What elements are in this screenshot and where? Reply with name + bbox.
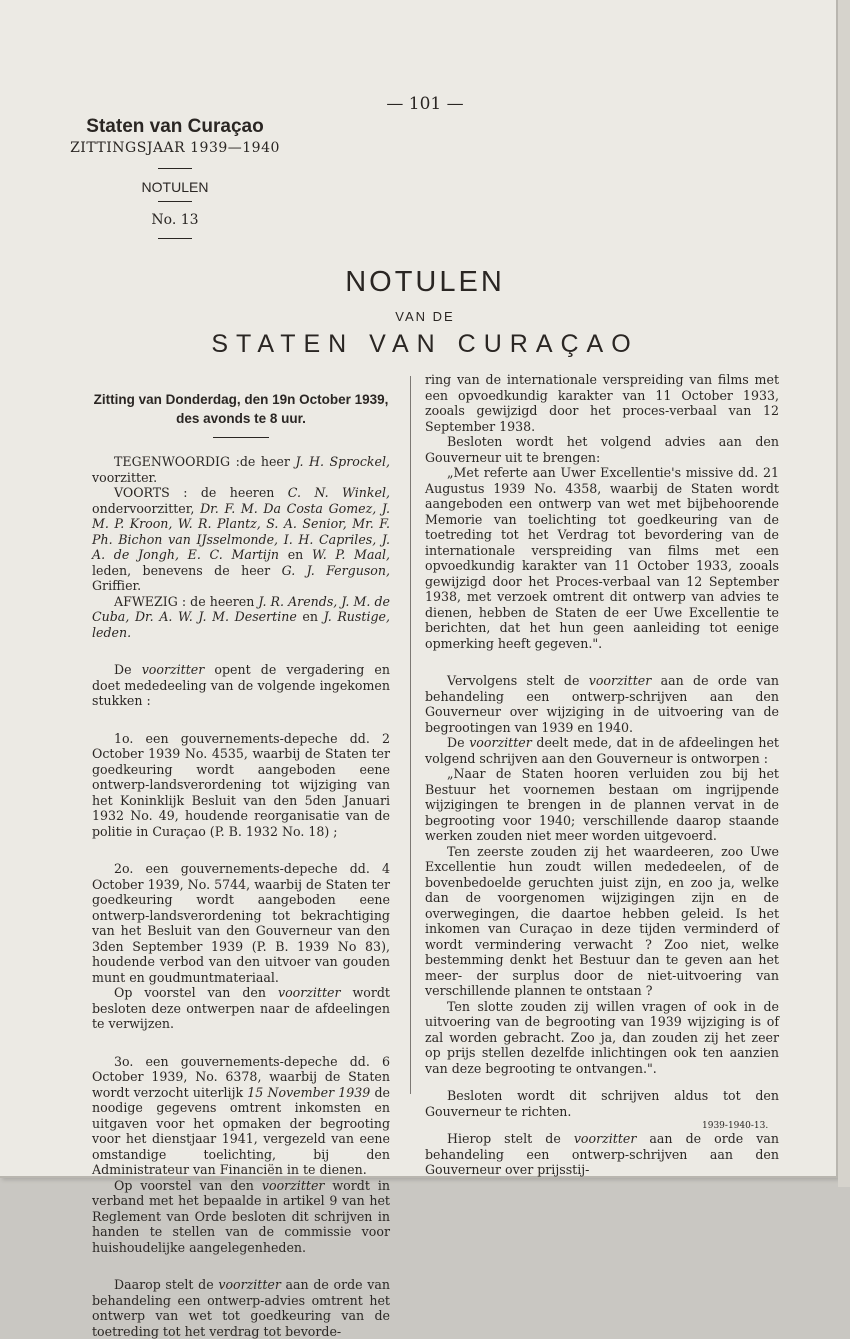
attendance-present: TEGENWOORDIG :de heer J. H. Sprockel, voorzitter. — [92, 454, 390, 485]
session-heading: Zitting van Donderdag, den 19n October 1939, des avonds te 8 uur. — [93, 392, 389, 426]
right-column — [425, 372, 779, 1178]
divider — [158, 201, 192, 202]
attendance-absent: AFWEZIG : de heeren J. R. Arends, J. M. de Cuba, Dr. A. W. J. M. Desertine en J. Rustige, leden. — [92, 593, 390, 640]
body-name: Staten van Curaçao — [86, 116, 264, 137]
page-edge — [838, 0, 850, 1187]
paragraph: ring van de internationale verspreiding van films met een opvoedkundig karakter van 11 October 1933, zooals gewijzigd door het proces-verbaal van 12 September 1938. — [425, 372, 779, 434]
footer-code: 1939-1940-13. — [702, 1121, 769, 1131]
paragraph: Vervolgens stelt de voorzitter aan de orde van behandeling een ontwerp-schrijven aan den Gouverneur over wijziging in de uitvoering van de begrootingen van 1939 en 1940. — [425, 673, 779, 735]
doc-number: No. 13 — [151, 212, 199, 228]
paragraph: Besloten wordt dit schrijven aldus tot den Gouverneur te richten. — [425, 1088, 779, 1119]
list-item: 3o. een gouvernements-depeche dd. 6 October 1939, No. 6378, waarbij de Staten wordt verzocht uiterlijk 15 November 1939 de noodige gegevens omtrent inkomsten en uitgaven voor het opmaken der begrooting voor het dienstjaar 1941, vergezeld van eene omstandige toelichting, bij den Administrateur van Financiën in te dienen. — [92, 1053, 390, 1177]
paragraph: Ten zeerste zouden zij het waardeeren, zoo Uwe Excellentie hun zoudt willen mededeelen, of de bovenbedoelde geruchten juist zijn, en zoo ja, welke dan de voorgenomen wijzigingen zijn en de overwegingen, die daartoe hebben geleid. Is het inkomen van Curaçao in deze tijden verminderd of wordt vermindering verwacht ? Zoo niet, welke bestemming denkt het Bestuur dan te geven aan het meer- der surplus door de niet-uitvoering van verschillende plannen te ontstaan ? — [425, 843, 779, 998]
paragraph: Ten slotte zouden zij willen vragen of ook in de uitvoering van de begrooting van 1939 wijziging is of zal worden gebracht. Zoo ja, dan zouden zij het zeer op prijs stellen dezelfde inlichtingen ook ten aanzien van deze begrooting te ontvangen.". — [425, 998, 779, 1076]
divider — [213, 437, 269, 438]
attendance-also: VOORTS : de heeren C. N. Winkel, ondervoorzitter, Dr. F. M. Da Costa Gomez, J. M. P. Kroon, W. R. Plantz, S. A. Senior, Mr. F. Ph. Bichon van IJsselmonde, I. H. Capriles, J. A. de Jongh, E. C. Martijn en W. P. Maal, leden, benevens de heer G. J. Ferguson, Griffier. — [92, 485, 390, 593]
paragraph: De voorzitter deelt mede, dat in de afdeelingen het volgend schrijven aan den Gouverneur is ontworpen : — [425, 735, 779, 766]
divider — [158, 168, 192, 169]
quoted-letter: „Naar de Staten hooren verluiden zou bij het Bestuur het voornemen bestaan om ingrijpende wijzigingen te brengen in de plannen vervat in de begrooting voor 1940; verschillende daarop staande werken zouden niet meer worden uitgevoerd. — [425, 766, 779, 843]
session-year: ZITTINGSJAAR 1939—1940 — [70, 140, 280, 156]
title-org: STATEN VAN CURAÇAO — [211, 330, 639, 358]
paragraph: Op voorstel van den voorzitter wordt in verband met het bepaalde in artikel 9 van het Reglement van Orde besloten dit schrijven in handen te stellen van de commissie voor huishoudelijke aangelegenheden. — [92, 1177, 390, 1255]
page-title: NOTULEN — [345, 266, 505, 298]
quoted-advice: „Met referte aan Uwer Excellentie's missive dd. 21 Augustus 1939 No. 4358, waarbij de Staten wordt aangeboden een ontwerp van wet met bijbehoorende Memorie van toelichting tot goedkeuring van de toetreding tot het Verdrag tot bevordering van de internationale verspreiding van films met een opvoedkundig karakter van 11 October 1933, zooals gewijzigd door het Proces-verbaal van 12 September 1938, met verzoek omtrent dit ontwerp van advies te dienen, hebben de Staten de eer Uwe Excellentie te berichten, dat het hun geen aanleiding tot eenige opmerking heeft gegeven.". — [425, 465, 779, 651]
divider — [158, 238, 192, 239]
doc-type: NOTULEN — [141, 179, 209, 195]
paragraph: Besloten wordt het volgend advies aan den Gouverneur uit te brengen: — [425, 434, 779, 465]
page-number: — 101 — — [386, 94, 464, 114]
left-column — [92, 390, 390, 1339]
column-divider — [410, 376, 411, 1094]
paragraph: Op voorstel van den voorzitter wordt besloten deze ontwerpen naar de afdeelingen te verwijzen. — [92, 985, 390, 1031]
list-item: 2o. een gouvernements-depeche dd. 4 October 1939, No. 5744, waarbij de Staten ter goedkeuring wordt aangeboden eene ontwerp-landsverordening tot bekrachtiging van het Besluit van den Gouverneur van den 3den September 1939 (P. B. 1939 No 83), houdende verbod van den uitvoer van gouden munt en goudmuntmateriaal. — [92, 861, 390, 985]
list-item: 1o. een gouvernements-depeche dd. 2 October 1939 No. 4535, waarbij de Staten ter goedkeuring wordt aangeboden eene ontwerp-landsverordening tot wijziging van het Koninklijk Besluit van den 5den Januari 1932 No. 49, houdende reorganisatie van de politie in Curaçao (P. B. 1932 No. 18) ; — [92, 730, 390, 839]
paragraph: Daarop stelt de voorzitter aan de orde van behandeling een ontwerp-advies omtrent het ontwerp van wet tot goedkeuring van de toetreding tot het verdrag tot bevorde- — [92, 1277, 390, 1339]
paragraph: Hierop stelt de voorzitter aan de orde van behandeling een ontwerp-schrijven aan den Gouverneur over prijsstij- — [425, 1131, 779, 1177]
title-sub: VAN DE — [395, 309, 455, 324]
paragraph: De voorzitter opent de vergadering en doet mededeeling van de volgende ingekomen stukken : — [92, 662, 390, 708]
masthead — [70, 112, 280, 239]
